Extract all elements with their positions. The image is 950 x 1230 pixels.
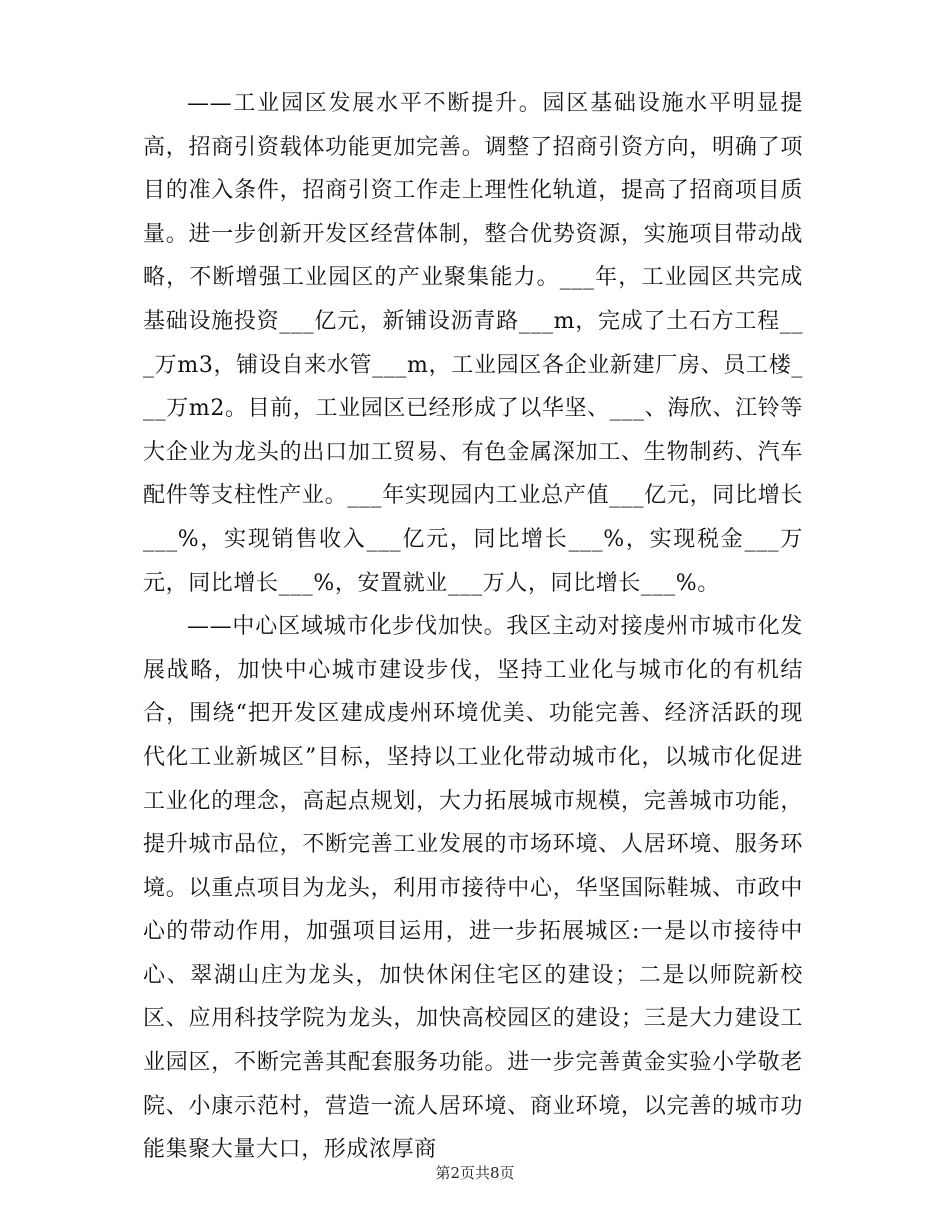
paragraph-urbanization: ——中心区域城市化步伐加快。我区主动对接虔州市城市化发展战略，加快中心城市建设步伐，坚持工业化与城市化的有机结合，围绕“把开发区建成虔州环境优美、功能完善、经济活跃的现代化工业新城区”目标，坚持以工业化带动城市化，以城市化促进工业化的理念，高起点规划，大力拓展城市规模，完善城市功能，提升城市品位，不断完善工业发展的市场环境、人居环境、服务环境。以重点项目为龙头，利用市接待中心，华坚国际鞋城、市政中心的带动作用，加强项目运用，进一步拓展城区:一是以市接待中心、翠湖山庄为龙头，加快休闲住宅区的建设；二是以师院新校区、应用科技学院为龙头，加快高校园区的建设；三是大力建设工业园区，不断完善其配套服务功能。进一步完善黄金实验小学敬老院、小康示范村，营造一流人居环境、商业环境，以完善的城市功能集聚大量大口，形成浓厚商 bbox=[143, 614, 803, 1163]
body-text bbox=[143, 82, 803, 1172]
paragraph-industrial-park: ——工业园区发展水平不断提升。园区基础设施水平明显提高，招商引资载体功能更加完善。调整了招商引资方向，明确了项目的准入条件，招商引资工作走上理性化轨道，提高了招商项目质量。进一步创新开发区经营体制，整合优势资源，实施项目带动战略，不断增强工业园区的产业聚集能力。___年，工业园区共完成基础设施投资___亿元，新铺设沥青路___m，完成了土石方工程___万m3，铺设自来水管___m，工业园区各企业新建厂房、员工楼___万m2。目前，工业园区已经形成了以华坚、___、海欣、江铃等大企业为龙头的出口加工贸易、有色金属深加工、生物制药、汽车配件等支柱性产业。___年实现园内工业总产值___亿元，同比增长___%，实现销售收入___亿元，同比增长___%，实现税金___万元，同比增长___%，安置就业___万人，同比增长___%。 bbox=[143, 91, 803, 596]
page-footer: 第2页共8页 bbox=[435, 1164, 515, 1182]
